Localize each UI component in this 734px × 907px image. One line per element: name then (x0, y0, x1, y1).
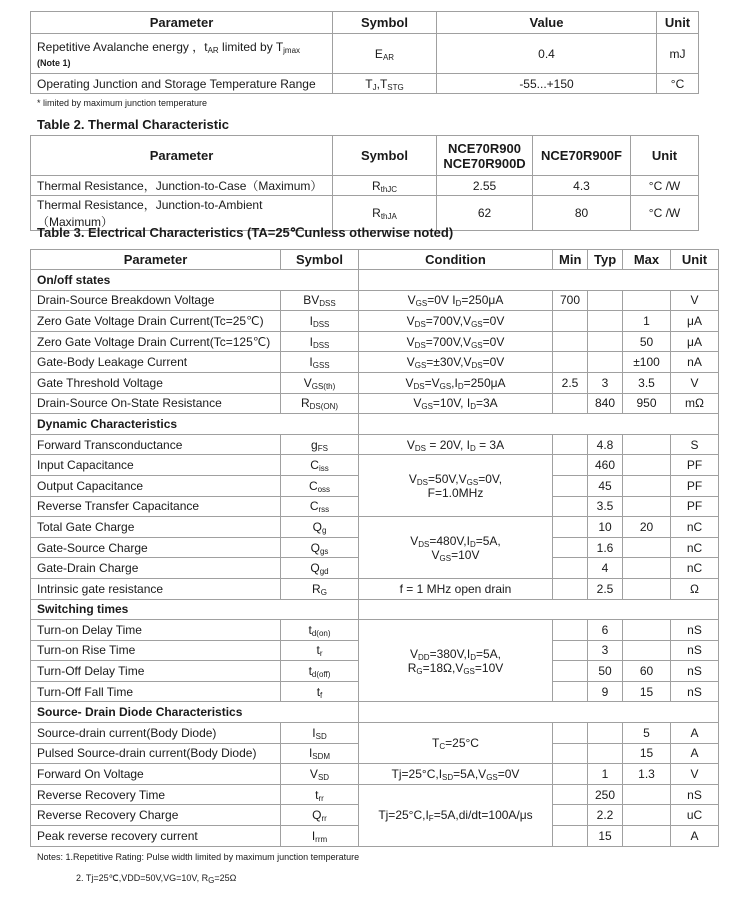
condition-cell: $V_{GS}=\pm 30V,V_{DS}=0V$ (359, 352, 553, 373)
param-cell: Forward On Voltage (31, 764, 281, 785)
unit-cell: S (671, 434, 719, 455)
symbol-cell: $I_{DSS}$ (281, 331, 359, 352)
note-1: Notes: 1.Repetitive Rating: Pulse width limited by maximum junction temperature (37, 852, 360, 862)
header-part-1: NCE70R900 NCE70R900D (437, 136, 533, 176)
param-cell: Input Capacitance (31, 455, 281, 476)
unit-cell: μA (671, 311, 719, 332)
symbol-cell: $t_{rr}$ (281, 784, 359, 805)
empty-cell (359, 270, 719, 291)
typ-cell (588, 723, 623, 744)
header-parameter: Parameter (31, 136, 333, 176)
max-cell (623, 434, 671, 455)
thermal-table (30, 135, 699, 231)
electrical-table (30, 249, 719, 847)
empty-cell (359, 599, 719, 620)
param-text: Repetitive Avalanche energy ，t (37, 40, 208, 54)
typ-cell (588, 311, 623, 332)
param-cell: Turn-on Rise Time (31, 640, 281, 661)
typ-cell: 840 (588, 393, 623, 414)
symbol-cell: $t_r$ (281, 640, 359, 661)
unit-cell: V (671, 290, 719, 311)
symbol-cell: $V_{SD}$ (281, 764, 359, 785)
min-cell: 700 (553, 290, 588, 311)
unit-cell: mJ (657, 34, 699, 74)
unit-cell: PF (671, 455, 719, 476)
symbol-cell: $g_{FS}$ (281, 434, 359, 455)
typ-cell: 4.8 (588, 434, 623, 455)
section-title: Switching times (31, 599, 359, 620)
max-cell: 3.5 (623, 372, 671, 393)
condition-cell: $V_{DS} = 20V$, $I_D = 3A$ (359, 434, 553, 455)
min-cell (553, 352, 588, 373)
note-2: 2. Tj=25℃,VDD=50V,VG=10V, $R_G=25\Omega$ (76, 873, 237, 885)
condition-cell: $Tj=25^\circ C,I_{SD}=5A,V_{GS}=0V$ (359, 764, 553, 785)
min-cell (553, 517, 588, 538)
max-cell: 5 (623, 723, 671, 744)
min-cell (553, 826, 588, 847)
typ-cell: 3 (588, 372, 623, 393)
typ-cell: 3 (588, 640, 623, 661)
typ-cell: 10 (588, 517, 623, 538)
typ-cell: 3.5 (588, 496, 623, 517)
unit-cell: PF (671, 496, 719, 517)
symbol-cell: $t_f$ (281, 681, 359, 702)
param-sub: jmax (283, 46, 301, 55)
section-title: Dynamic Characteristics (31, 414, 359, 435)
header-symbol: Symbol (281, 250, 359, 270)
max-cell (623, 558, 671, 579)
unit-cell: nS (671, 661, 719, 682)
symbol-cell: $C_{oss}$ (281, 475, 359, 496)
min-cell (553, 393, 588, 414)
param-cell: Total Gate Charge (31, 517, 281, 538)
max-cell: 1 (623, 311, 671, 332)
typ-cell: 2.2 (588, 805, 623, 826)
unit-cell: nS (671, 681, 719, 702)
typ-cell: 45 (588, 475, 623, 496)
condition-cell: $V_{GS}=0V$ $I_D=250\mu A$ (359, 290, 553, 311)
table3-caption: Table 3. Electrical Characteristics (TA=25℃unless otherwise noted) (37, 225, 454, 240)
unit-cell: nA (671, 352, 719, 373)
symbol-cell: $I_{SDM}$ (281, 743, 359, 764)
condition-cell: $V_{DS}=50V,V_{GS}=0V$, F=1.0MHz (359, 455, 553, 517)
min-cell (553, 455, 588, 476)
symbol-cell: $V_{GS(th)}$ (281, 372, 359, 393)
symbol-cell: $Q_{gs}$ (281, 537, 359, 558)
min-cell (553, 475, 588, 496)
min-cell (553, 681, 588, 702)
symbol-cell: $I_{rrm}$ (281, 826, 359, 847)
condition-cell: $T_C=25^\circ C$ (359, 723, 553, 764)
value-cell: 80 (533, 196, 631, 231)
param-cell: Gate-Source Charge (31, 537, 281, 558)
header-symbol: Symbol (333, 136, 437, 176)
param-cell: Intrinsic gate resistance (31, 578, 281, 599)
symbol-cell: $R_{thJC}$ (333, 176, 437, 196)
unit-cell: nC (671, 517, 719, 538)
header-part-2: NCE70R900F (533, 136, 631, 176)
min-cell (553, 764, 588, 785)
param-cell: Gate-Body Leakage Current (31, 352, 281, 373)
max-cell: ±100 (623, 352, 671, 373)
param-cell: Output Capacitance (31, 475, 281, 496)
header-min: Min (553, 250, 588, 270)
min-cell (553, 434, 588, 455)
condition-cell: $V_{DS}=700V,V_{GS}=0V$ (359, 331, 553, 352)
value-cell: 4.3 (533, 176, 631, 196)
min-cell (553, 311, 588, 332)
unit-cell: Ω (671, 578, 719, 599)
symbol-cell: $R_{thJA}$ (333, 196, 437, 231)
min-cell (553, 331, 588, 352)
param-cell: Turn-Off Delay Time (31, 661, 281, 682)
condition-cell: $Tj=25^\circ C,I_F=5A,di/dt=100A/\mu s$ (359, 784, 553, 846)
param-cell: Drain-Source Breakdown Voltage (31, 290, 281, 311)
typ-cell (588, 290, 623, 311)
param-cell: Pulsed Source-drain current(Body Diode) (31, 743, 281, 764)
typ-cell: 2.5 (588, 578, 623, 599)
min-cell: 2.5 (553, 372, 588, 393)
symbol-cell: $t_{d(off)}$ (281, 661, 359, 682)
min-cell (553, 558, 588, 579)
unit-cell: °C /W (631, 196, 699, 231)
unit-cell: nC (671, 558, 719, 579)
unit-cell: nS (671, 620, 719, 641)
unit-cell: PF (671, 475, 719, 496)
param-cell: Zero Gate Voltage Drain Current(Tc=25℃) (31, 311, 281, 332)
symbol-cell: $T_J,T_{STG}$ (333, 74, 437, 94)
unit-cell: °C /W (631, 176, 699, 196)
condition-cell: f = 1 MHz open drain (359, 578, 553, 599)
typ-cell: 15 (588, 826, 623, 847)
note-ref: (Note 1) (37, 58, 71, 68)
max-cell: 20 (623, 517, 671, 538)
footnote: * limited by maximum junction temperature (37, 98, 208, 108)
symbol-cell: $I_{SD}$ (281, 723, 359, 744)
param-cell: Turn-on Delay Time (31, 620, 281, 641)
param-cell (31, 34, 333, 74)
param-cell: Zero Gate Voltage Drain Current(Tc=125℃) (31, 331, 281, 352)
symbol-cell: $E_{AR}$ (333, 34, 437, 74)
section-title: Source- Drain Diode Characteristics (31, 702, 359, 723)
min-cell (553, 620, 588, 641)
max-cell: 50 (623, 331, 671, 352)
value-cell: -55...+150 (437, 74, 657, 94)
unit-cell: nS (671, 784, 719, 805)
header-unit: Unit (671, 250, 719, 270)
typ-cell: 250 (588, 784, 623, 805)
param-cell: Source-drain current(Body Diode) (31, 723, 281, 744)
header-unit: Unit (631, 136, 699, 176)
symbol-cell: $Q_{rr}$ (281, 805, 359, 826)
value-cell: 0.4 (437, 34, 657, 74)
min-cell (553, 805, 588, 826)
section-title: On/off states (31, 270, 359, 291)
condition-cell: $V_{DD}=380V,I_D=5A$, $R_G=18\Omega,V_{GS}=10V$ (359, 620, 553, 702)
condition-cell: $V_{GS}=10V$, $I_D=3A$ (359, 393, 553, 414)
header-unit: Unit (657, 12, 699, 34)
typ-cell: 1 (588, 764, 623, 785)
header-parameter: Parameter (31, 12, 333, 34)
unit-cell: A (671, 723, 719, 744)
param-cell: Forward Transconductance (31, 434, 281, 455)
symbol-cell: $C_{iss}$ (281, 455, 359, 476)
symbol-cell: $R_{DS(ON)}$ (281, 393, 359, 414)
unit-cell: V (671, 372, 719, 393)
value-cell: 62 (437, 196, 533, 231)
unit-cell: °C (657, 74, 699, 94)
param-cell: Drain-Source On-State Resistance (31, 393, 281, 414)
header-condition: Condition (359, 250, 553, 270)
param-cell: Operating Junction and Storage Temperature Range (31, 74, 333, 94)
unit-cell: A (671, 743, 719, 764)
unit-cell: V (671, 764, 719, 785)
param-cell: Turn-Off Fall Time (31, 681, 281, 702)
condition-cell: $V_{DS}=V_{GS},I_D=250\mu A$ (359, 372, 553, 393)
min-cell (553, 496, 588, 517)
unit-cell: nS (671, 640, 719, 661)
symbol-cell: $t_{d(on)}$ (281, 620, 359, 641)
typ-cell: 9 (588, 681, 623, 702)
typ-cell: 50 (588, 661, 623, 682)
min-cell (553, 784, 588, 805)
min-cell (553, 743, 588, 764)
unit-cell: μA (671, 331, 719, 352)
max-cell: 950 (623, 393, 671, 414)
typ-cell (588, 331, 623, 352)
header-value: Value (437, 12, 657, 34)
header-parameter: Parameter (31, 250, 281, 270)
header-max: Max (623, 250, 671, 270)
max-cell (623, 640, 671, 661)
min-cell (553, 578, 588, 599)
max-cell (623, 496, 671, 517)
symbol-cell: $I_{DSS}$ (281, 311, 359, 332)
max-cell (623, 784, 671, 805)
symbol-cell: $Q_{gd}$ (281, 558, 359, 579)
symbol-cell: $BV_{DSS}$ (281, 290, 359, 311)
typ-cell: 6 (588, 620, 623, 641)
header-symbol: Symbol (333, 12, 437, 34)
typ-cell (588, 352, 623, 373)
max-cell (623, 455, 671, 476)
param-cell: Peak reverse recovery current (31, 826, 281, 847)
max-cell (623, 805, 671, 826)
empty-cell (359, 702, 719, 723)
condition-cell: $V_{DS}=700V,V_{GS}=0V$ (359, 311, 553, 332)
min-cell (553, 640, 588, 661)
unit-cell: nC (671, 537, 719, 558)
empty-cell (359, 414, 719, 435)
param-cell: Gate Threshold Voltage (31, 372, 281, 393)
typ-cell: 460 (588, 455, 623, 476)
max-cell (623, 620, 671, 641)
param-cell: Thermal Resistance，Junction-to-Case（Maximum） (31, 176, 333, 196)
symbol-cell: $C_{rss}$ (281, 496, 359, 517)
unit-cell: uC (671, 805, 719, 826)
typ-cell (588, 743, 623, 764)
max-cell (623, 578, 671, 599)
min-cell (553, 723, 588, 744)
max-cell (623, 290, 671, 311)
max-cell: 15 (623, 681, 671, 702)
typ-cell: 1.6 (588, 537, 623, 558)
header-typ: Typ (588, 250, 623, 270)
param-cell: Gate-Drain Charge (31, 558, 281, 579)
param-cell: Reverse Recovery Charge (31, 805, 281, 826)
condition-cell: $V_{DS}=480V,I_D=5A$, $V_{GS}=10V$ (359, 517, 553, 579)
avalanche-table (30, 11, 699, 94)
value-cell: 2.55 (437, 176, 533, 196)
max-cell (623, 537, 671, 558)
symbol-cell: $Q_g$ (281, 517, 359, 538)
param-cell: Thermal Resistance，Junction-to-Ambient （Maximum） (31, 196, 333, 231)
max-cell: 1.3 (623, 764, 671, 785)
param-cell: Reverse Recovery Time (31, 784, 281, 805)
table2-caption: Table 2. Thermal Characteristic (37, 117, 229, 132)
max-cell (623, 475, 671, 496)
min-cell (553, 661, 588, 682)
param-text: limited by T (218, 40, 284, 54)
symbol-cell: $R_G$ (281, 578, 359, 599)
max-cell (623, 826, 671, 847)
param-sub: AR (207, 46, 219, 55)
max-cell: 60 (623, 661, 671, 682)
max-cell: 15 (623, 743, 671, 764)
param-cell: Reverse Transfer Capacitance (31, 496, 281, 517)
unit-cell: mΩ (671, 393, 719, 414)
unit-cell: A (671, 826, 719, 847)
typ-cell: 4 (588, 558, 623, 579)
min-cell (553, 537, 588, 558)
symbol-cell: $I_{GSS}$ (281, 352, 359, 373)
